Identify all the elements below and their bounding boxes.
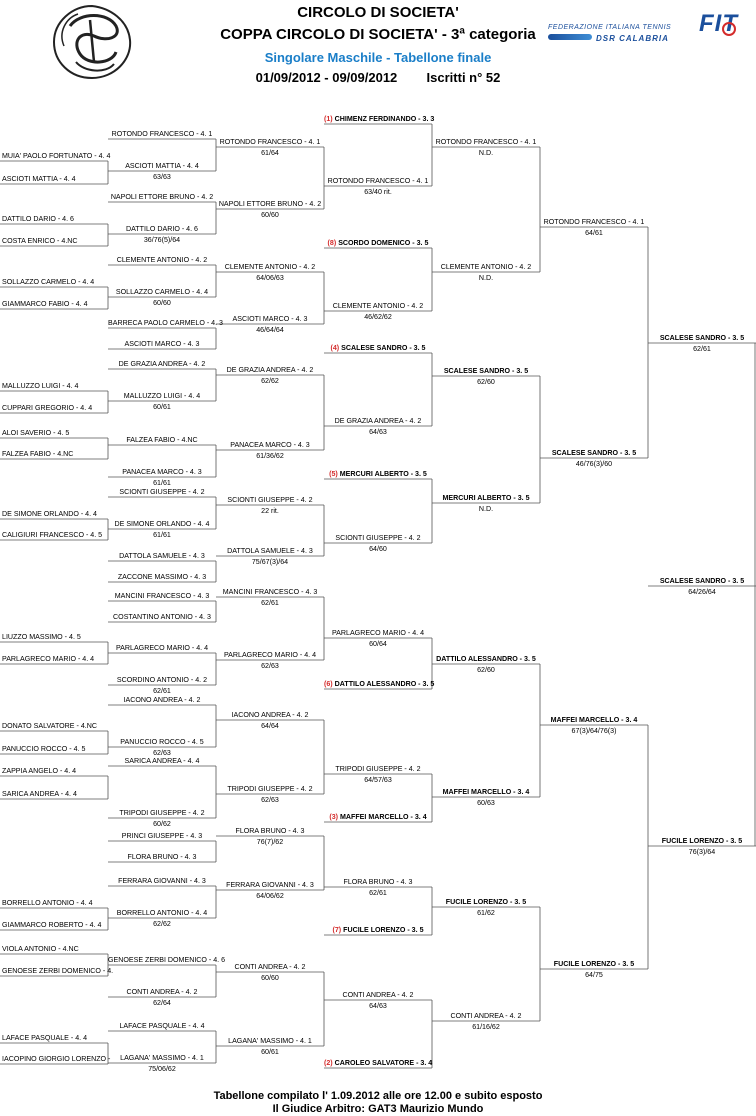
quarterfinal-player: FUCILE LORENZO - 3. 5 [553, 960, 635, 968]
round3-player: CLEMENTE ANTONIO - 4. 2 [332, 302, 424, 310]
match-score: 61/61 [153, 479, 171, 487]
round1-player: TRIPODI GIUSEPPE - 4. 2 [119, 809, 205, 817]
match-score: 60/61 [153, 403, 171, 411]
seed-number: (3) [329, 813, 340, 821]
round2-player: FERRARA GIOVANNI - 4. 3 [226, 881, 314, 889]
match-score: 61/36/62 [256, 452, 284, 460]
round1-player: PANACEA MARCO - 4. 3 [122, 468, 202, 476]
match-score: 64/06/62 [256, 892, 284, 900]
round2-player: ASCIOTI MARCO - 4. 3 [232, 315, 308, 323]
qualifying-player: CUPPARI GREGORIO - 4. 4 [2, 404, 93, 412]
round2-player: DE GRAZIA ANDREA - 4. 2 [226, 366, 314, 374]
seed-number: (6) [324, 680, 335, 688]
seed-number: (2) [324, 1059, 335, 1067]
round3-player: FLORA BRUNO - 4. 3 [343, 878, 413, 886]
match-score: 76(3)/64 [688, 848, 716, 856]
match-score: 60/61 [261, 1048, 279, 1056]
fit-logo-text: FIT [699, 10, 738, 37]
round1-player: BARRECA PAOLO CARMELO - 4. 3 [108, 319, 223, 327]
seed-number: (4) [330, 344, 342, 352]
round2-player: MANCINI FRANCESCO - 4. 3 [222, 588, 318, 596]
round1-player: DATTOLA SAMUELE - 4. 3 [119, 552, 205, 560]
match-score: 64/64 [261, 722, 279, 730]
round1-player: SOLLAZZO CARMELO - 4. 4 [115, 288, 209, 296]
event-title: Singolare Maschile - Tabellone finale [264, 50, 492, 65]
seeded-player [324, 238, 432, 248]
round1-player: FALZEA FABIO - 4.NC [126, 436, 198, 444]
seed-number: (5) [329, 470, 340, 478]
match-score: 61/64 [261, 149, 279, 157]
match-score: 62/62 [261, 377, 279, 385]
seeded-player [324, 469, 432, 479]
round1-player: PANUCCIO ROCCO - 4. 5 [120, 738, 204, 746]
qualifying-player: CALIGIURI FRANCESCO - 4. 5 [2, 531, 103, 539]
round3-player: SCIONTI GIUSEPPE - 4. 2 [335, 534, 421, 542]
match-score: 64/63 [369, 1002, 387, 1010]
match-score: 62/61 [369, 889, 387, 897]
qualifying-player: SOLLAZZO CARMELO - 4. 4 [2, 278, 95, 286]
federation-text: FEDERAZIONE ITALIANA TENNIS [548, 24, 672, 31]
round2-player: DATTOLA SAMUELE - 4. 3 [227, 547, 313, 555]
match-score: 62/61 [153, 687, 171, 695]
match-score: 62/63 [261, 662, 279, 670]
round2-player: TRIPODI GIUSEPPE - 4. 2 [227, 785, 313, 793]
match-score: 76(7)/62 [256, 838, 284, 846]
qualifying-player: GENOESE ZERBI DOMENICO - 4. [2, 967, 114, 975]
semifinal-player: FUCILE LORENZO - 3. 5 [661, 837, 743, 845]
seeded-player [324, 925, 432, 935]
seeded-player-name: CAROLEO SALVATORE - 3. 4 [334, 1059, 433, 1067]
match-score: 64/60 [369, 545, 387, 553]
seeded-player [324, 114, 435, 124]
match-score: 62/61 [693, 345, 711, 353]
round4-player: DATTILO ALESSANDRO - 3. 5 [436, 655, 536, 663]
qualifying-player: FALZEA FABIO - 4.NC [2, 450, 74, 458]
round3-player: ROTONDO FRANCESCO - 4. 1 [327, 177, 429, 185]
round1-player: COSTANTINO ANTONIO - 4. 3 [113, 613, 211, 621]
match-score: 61/62 [477, 909, 495, 917]
round2-player: SCIONTI GIUSEPPE - 4. 2 [227, 496, 313, 504]
round2-player: PANACEA MARCO - 4. 3 [230, 441, 310, 449]
round1-player: ASCIOTI MARCO - 4. 3 [124, 340, 200, 348]
region-text: DSR CALABRIA [596, 34, 669, 43]
round4-player: FUCILE LORENZO - 3. 5 [445, 898, 527, 906]
round1-player: SARICA ANDREA - 4. 4 [124, 757, 200, 765]
seed-number: (1) [324, 115, 335, 123]
round1-player: CONTI ANDREA - 4. 2 [126, 988, 198, 996]
seeded-player [324, 1058, 432, 1068]
seeded-player-name: MERCURI ALBERTO - 3. 5 [339, 470, 427, 478]
match-score: N.D. [478, 149, 494, 157]
round1-player: ZACCONE MASSIMO - 4. 3 [117, 573, 207, 581]
match-score: 62/63 [153, 749, 171, 757]
match-score: 62/60 [477, 378, 495, 386]
match-score: 46/62/62 [364, 313, 392, 321]
round4-player: CONTI ANDREA - 4. 2 [450, 1012, 522, 1020]
match-score: 64/26/64 [688, 588, 716, 596]
round1-player: DATTILO DARIO - 4. 6 [125, 225, 198, 233]
seeded-player-name: CHIMENZ FERDINANDO - 3. 3 [334, 115, 435, 123]
qualifying-player: ASCIOTI MATTIA - 4. 4 [2, 175, 76, 183]
match-score: 61/16/62 [472, 1023, 500, 1031]
round1-player: DE GRAZIA ANDREA - 4. 2 [118, 360, 206, 368]
round1-player: ASCIOTI MATTIA - 4. 4 [125, 162, 199, 170]
round3-player: DE GRAZIA ANDREA - 4. 2 [334, 417, 422, 425]
round1-player: MANCINI FRANCESCO - 4. 3 [114, 592, 210, 600]
qualifying-player: LIUZZO MASSIMO - 4. 5 [2, 633, 81, 641]
match-score: 64/61 [585, 229, 603, 237]
seeded-player [324, 812, 432, 822]
match-score: 60/64 [369, 640, 387, 648]
round2-player: FLORA BRUNO - 4. 3 [235, 827, 305, 835]
qualifying-player: PARLAGRECO MARIO - 4. 4 [2, 655, 95, 663]
cup-title: COPPA CIRCOLO DI SOCIETA' - 3ª categoria [220, 26, 536, 43]
round2-player: LAGANA' MASSIMO - 4. 1 [228, 1037, 312, 1045]
round1-player: ROTONDO FRANCESCO - 4. 1 [111, 130, 213, 138]
seed-number: (7) [332, 926, 344, 934]
footer-compiled: Tabellone compilato l' 1.09.2012 alle ore 12.00 e subito esposto [213, 1090, 543, 1102]
match-score: 64/06/63 [256, 274, 284, 282]
round3-player: PARLAGRECO MARIO - 4. 4 [331, 629, 425, 637]
round1-player: IACONO ANDREA - 4. 2 [123, 696, 201, 704]
round1-player: PARLAGRECO MARIO - 4. 4 [115, 644, 209, 652]
tournament-dates: 01/09/2012 - 09/09/2012 [255, 70, 398, 85]
round2-player: CLEMENTE ANTONIO - 4. 2 [224, 263, 316, 271]
qualifying-player: MUIA' PAOLO FORTUNATO - 4. 4 [2, 152, 111, 160]
round1-player: CLEMENTE ANTONIO - 4. 2 [116, 256, 208, 264]
round2-player: IACONO ANDREA - 4. 2 [231, 711, 309, 719]
round1-player: NAPOLI ETTORE BRUNO - 4. 2 [110, 193, 214, 201]
round2-player: ROTONDO FRANCESCO - 4. 1 [219, 138, 321, 146]
seeded-player-name: SCORDO DOMENICO - 3. 5 [338, 239, 429, 247]
semifinal-player: SCALESE SANDRO - 3. 5 [659, 334, 745, 342]
round1-player: FERRARA GIOVANNI - 4. 3 [118, 877, 206, 885]
round1-player: LAFACE PASQUALE - 4. 4 [119, 1022, 205, 1030]
round1-player: SCIONTI GIUSEPPE - 4. 2 [119, 488, 205, 496]
match-score: 62/61 [261, 599, 279, 607]
entries-count: Iscritti n° 52 [426, 70, 501, 85]
seeded-player-name: SCALESE SANDRO - 3. 5 [341, 344, 426, 352]
match-score: 61/61 [153, 531, 171, 539]
quarterfinal-player: SCALESE SANDRO - 3. 5 [551, 449, 637, 457]
seeded-player-name: FUCILE LORENZO - 3. 5 [343, 926, 424, 934]
match-score: 60/62 [153, 820, 171, 828]
match-score: 60/60 [153, 299, 171, 307]
match-score: 60/60 [261, 211, 279, 219]
round4-player: SCALESE SANDRO - 3. 5 [443, 367, 529, 375]
round3-player: CONTI ANDREA - 4. 2 [342, 991, 414, 999]
round4-player: ROTONDO FRANCESCO - 4. 1 [435, 138, 537, 146]
qualifying-player: LAFACE PASQUALE - 4. 4 [2, 1034, 88, 1042]
match-score: N.D. [478, 274, 494, 282]
round1-player: SCORDINO ANTONIO - 4. 2 [116, 676, 208, 684]
match-score: 67(3)/64/76(3) [571, 727, 617, 735]
round2-player: NAPOLI ETTORE BRUNO - 4. 2 [218, 200, 322, 208]
round1-player: LAGANA' MASSIMO - 4. 1 [120, 1054, 204, 1062]
seeded-player [324, 679, 435, 689]
match-score: 63/63 [153, 173, 171, 181]
qualifying-player: COSTA ENRICO - 4.NC [2, 237, 78, 245]
match-score: 64/75 [585, 971, 603, 979]
club-title: CIRCOLO DI SOCIETA' [297, 4, 459, 21]
round1-player: GENOESE ZERBI DOMENICO - 4. 6 [108, 956, 226, 964]
round2-player: PARLAGRECO MARIO - 4. 4 [223, 651, 317, 659]
round1-player: BORRELLO ANTONIO - 4. 4 [116, 909, 208, 917]
seed-number: (8) [327, 239, 339, 247]
match-score: 36/76(5)/64 [143, 236, 181, 244]
qualifying-player: ZAPPIA ANGELO - 4. 4 [2, 767, 77, 775]
footer-referee: Il Giudice Arbitro: GAT3 Maurizio Mundo [272, 1103, 484, 1115]
match-score: 64/63 [369, 428, 387, 436]
match-score: 63/40 rit. [364, 188, 392, 196]
round4-player: MERCURI ALBERTO - 3. 5 [442, 494, 530, 502]
match-score: 75/67(3)/64 [251, 558, 289, 566]
match-score: 22 rit. [261, 507, 279, 515]
match-score: 60/60 [261, 974, 279, 982]
qualifying-player: IACOPINO GIORGIO LORENZO - [2, 1055, 111, 1063]
quarterfinal-player: ROTONDO FRANCESCO - 4. 1 [543, 218, 645, 226]
qualifying-player: DONATO SALVATORE - 4.NC [2, 722, 97, 730]
seeded-player-name: MAFFEI MARCELLO - 3. 4 [339, 813, 427, 821]
qualifying-player: DATTILO DARIO - 4. 6 [2, 215, 75, 223]
match-score: N.D. [478, 505, 494, 513]
match-score: 62/62 [153, 920, 171, 928]
match-score: 46/76(3)/60 [575, 460, 613, 468]
qualifying-player: PANUCCIO ROCCO - 4. 5 [2, 745, 86, 753]
qualifying-player: ALOI SAVERIO - 4. 5 [2, 429, 70, 437]
match-score: 62/64 [153, 999, 171, 1007]
match-score: 62/60 [477, 666, 495, 674]
seeded-player-name: DATTILO ALESSANDRO - 3. 5 [334, 680, 435, 688]
quarterfinal-player: MAFFEI MARCELLO - 3. 4 [550, 716, 638, 724]
qualifying-player: SARICA ANDREA - 4. 4 [2, 790, 77, 798]
round4-player: MAFFEI MARCELLO - 3. 4 [442, 788, 530, 796]
seeded-player [324, 343, 432, 353]
match-score: 46/64/64 [256, 326, 284, 334]
round4-player: CLEMENTE ANTONIO - 4. 2 [440, 263, 532, 271]
match-score: 62/63 [261, 796, 279, 804]
match-score: 64/57/63 [364, 776, 392, 784]
qualifying-player: BORRELLO ANTONIO - 4. 4 [2, 899, 93, 907]
qualifying-player: GIAMMARCO ROBERTO - 4. 4 [2, 921, 102, 929]
round2-player: CONTI ANDREA - 4. 2 [234, 963, 306, 971]
round1-player: FLORA BRUNO - 4. 3 [127, 853, 197, 861]
qualifying-player: VIOLA ANTONIO - 4.NC [2, 945, 79, 953]
champion-player: SCALESE SANDRO - 3. 5 [659, 577, 745, 585]
round1-player: DE SIMONE ORLANDO - 4. 4 [114, 520, 210, 528]
round3-player: TRIPODI GIUSEPPE - 4. 2 [335, 765, 421, 773]
match-score: 75/06/62 [148, 1065, 176, 1073]
qualifying-player: GIAMMARCO FABIO - 4. 4 [2, 300, 88, 308]
qualifying-player: MALLUZZO LUIGI - 4. 4 [2, 382, 79, 390]
round1-player: MALLUZZO LUIGI - 4. 4 [123, 392, 201, 400]
qualifying-player: DE SIMONE ORLANDO - 4. 4 [2, 510, 97, 518]
match-score: 60/63 [477, 799, 495, 807]
round1-player: PRINCI GIUSEPPE - 4. 3 [121, 832, 203, 840]
